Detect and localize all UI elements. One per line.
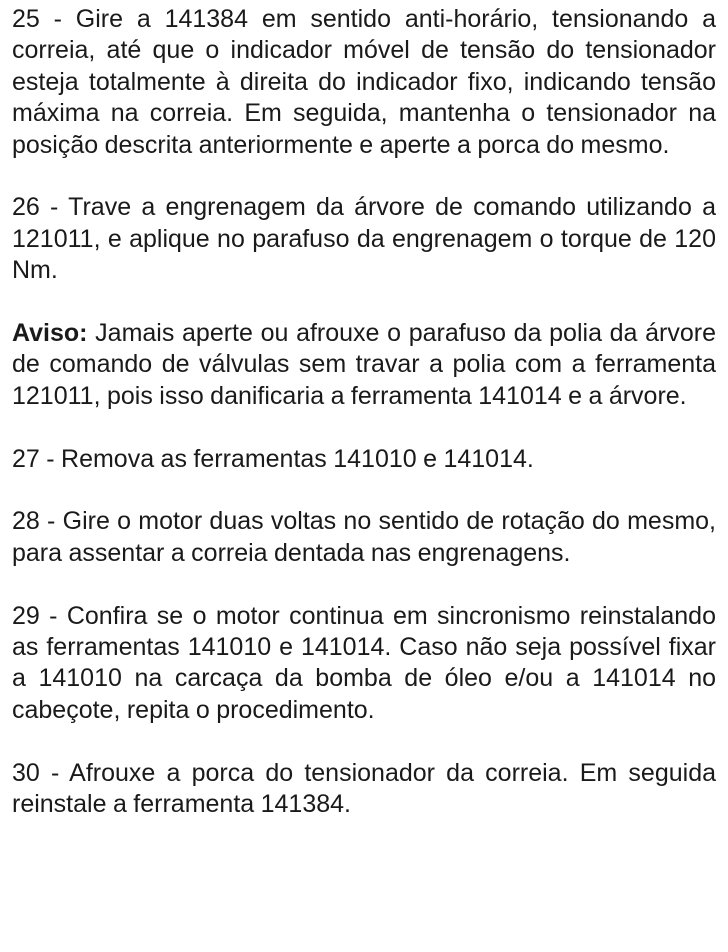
warning-label: Aviso: [12, 319, 88, 348]
step-30: 30 - Afrouxe a porca do tensionador da correia. Em seguida reinstale a ferramenta 141384. [12, 758, 716, 819]
warning-paragraph [12, 318, 716, 412]
step-27: 27 - Remova as ferramentas 141010 e 141014. [12, 444, 534, 473]
step-25: 25 - Gire a 141384 em sentido anti-horário, tensionando a correia, até que o indicador móvel de tensão do tensionador esteja totalmente à direita do indicador fixo, indicando tensão máxima na correia. Em seguida, mantenha o tensionador na posição descrita anteriormente e aperte a porca do mesmo. [12, 5, 716, 159]
step-26: 26 - Trave a engrenagem da árvore de comando utilizando a 121011, e aplique no parafuso da engrenagem o torque de 120 Nm. [12, 193, 716, 285]
step-28: 28 - Gire o motor duas voltas no sentido de rotação do mesmo, para assentar a correia dentada nas engrenagens. [12, 507, 716, 567]
document-page [12, 4, 716, 820]
warning-text: Jamais aperte ou afrouxe o parafuso da polia da árvore de comando de válvulas sem travar a polia com a ferramenta 121011, pois isso danificaria a ferramenta 141014 e a árvore. [12, 319, 716, 410]
step-29: 29 - Confira se o motor continua em sincronismo reinstalando as ferramentas 141010 e 141014. Caso não seja possível fixar a 141010 na carcaça da bomba de óleo e/ou a 141014 no cabeçote, repita o procedimento. [12, 601, 716, 724]
